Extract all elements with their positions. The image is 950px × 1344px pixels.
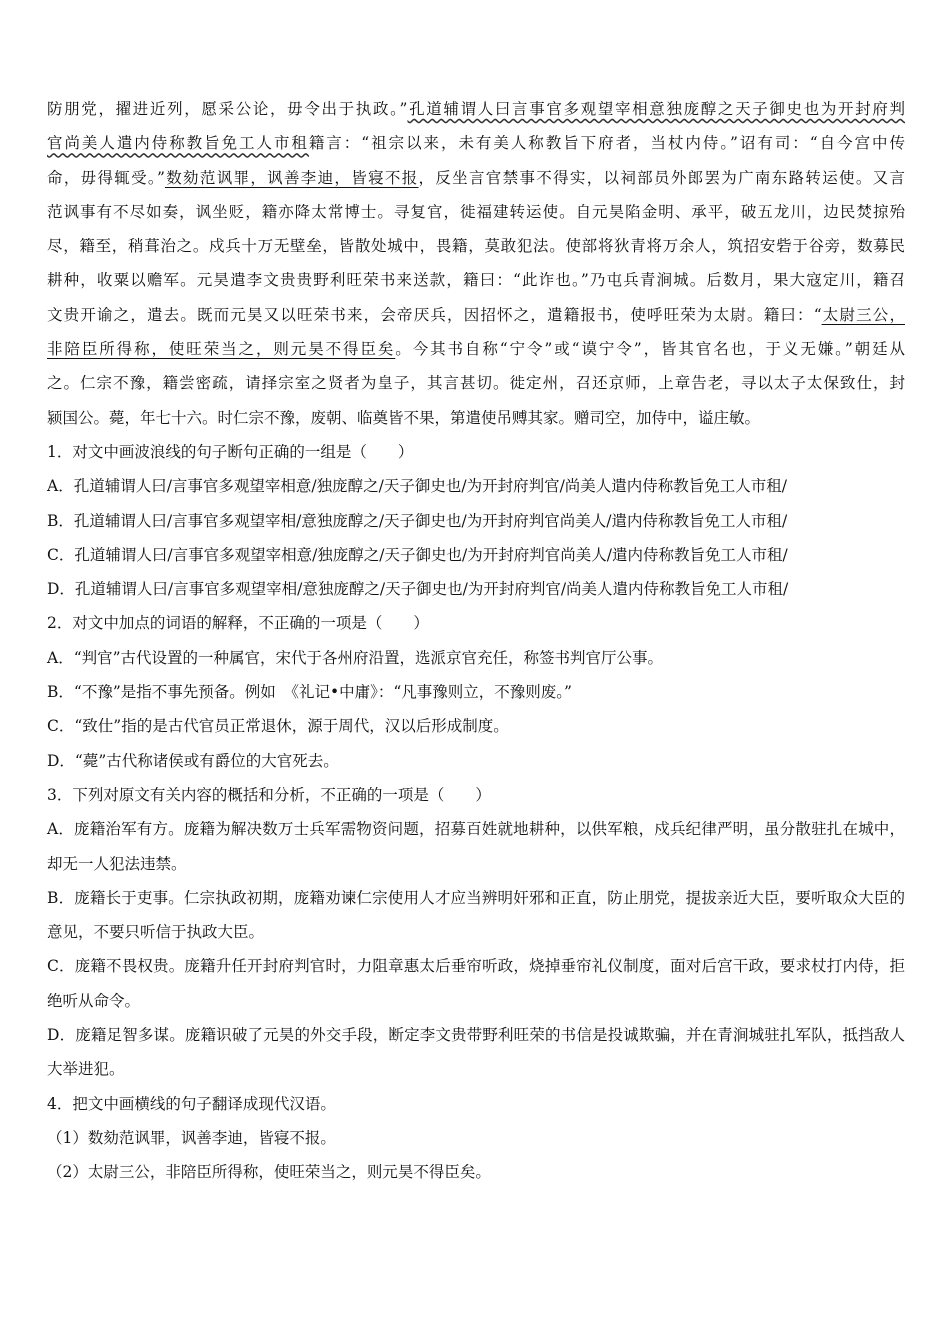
passage [47,92,905,435]
option-d: D．孔道辅谓人曰/言事官多观望宰相/意独庞醇之/天子御史也/为开封府判官/尚美人遣内侍称教旨免工人市租/ [47,580,789,599]
passage-line: 命，毋得辄受。”数劾范讽罪，讽善李迪，皆寝不报，反坐言官禁事不得实，以祠部员外郎罢为广南东路转运使。又言 [47,168,905,187]
underlined-text: 数劾范讽罪，讽善李迪，皆寝不报 [164,168,419,187]
passage-line: 文贵开谕之，遣去。既而元昊又以旺荣书来，会帝厌兵，因招怀之，遣籍报书，使呼旺荣为太尉。籍曰：“太尉三公， [47,305,905,324]
option-b: B．“不豫”是指不事先预备。例如 《礼记•中庸》：“凡事豫则立，不豫则废。” [47,683,572,702]
question-4 [47,1087,905,1190]
passage-line: 非陪臣所得称，使旺荣当之，则元昊不得臣矣。今其书自称“宁令”或“谟宁令”，皆其官名也，于义无嫌。”朝廷从 [47,340,905,359]
passage-line: 尽，籍至，稍葺治之。戍兵十万无壁垒，皆散处城中，畏籍，莫敢犯法。使部将狄青将万余人，筑招安砦于谷旁，数募民 [47,237,905,256]
question-1 [47,435,905,606]
wavy-underlined-text: 孔道辅谓人曰言事官多观望宰相意独庞醇之天子御史也为开封府判 [407,100,905,118]
option-a: A．“判官”古代设置的一种属官，宋代于各州府沿置，选派京官充任，称签书判官厅公事。 [47,648,664,667]
question-stem: 2．对文中加点的词语的解释，不正确的一项是（ ） [47,614,429,633]
option-d: D．庞籍足智多谋。庞籍识破了元昊的外交手段，断定李文贵带野利旺荣的书信是投诚欺骗，并在青涧城驻扎军队，抵挡敌人大举进犯。 [47,1026,905,1079]
question-stem: 1．对文中画波浪线的句子断句正确的一组是（ ） [47,442,414,461]
passage-line: 官尚美人遣内侍称教旨免工人市租籍言：“祖宗以来，未有美人称教旨下府者，当杖内侍。”诏有司：“自今宫中传 [47,134,905,153]
underlined-text: 非陪臣所得称，使旺荣当之，则元昊不得臣矣 [47,340,396,359]
passage-line: 颍国公。薨，年七十六。时仁宗不豫，废朝、临奠皆不果，第遣使吊赙其家。赠司空，加侍中，谥庄敏。 [47,408,761,427]
option-d: D．“薨”古代称诸侯或有爵位的大官死去。 [47,751,339,770]
document-page [47,92,905,1190]
option-c: C．“致仕”指的是古代官员正常退休，源于周代，汉以后形成制度。 [47,717,509,736]
passage-line: 范讽事有不尽如奏，讽坐贬，籍亦降太常博士。寻复官，徙福建转运使。自元昊陷金明、承平，破五龙川，边民焚掠殆 [47,202,905,221]
question-stem: 4．把文中画横线的句子翻译成现代汉语。 [47,1094,336,1113]
option-c: C．孔道辅谓人曰/言事官多观望宰相意/独庞醇之/天子御史也/为开封府判官尚美人/遣内侍称教旨免工人市租/ [47,545,788,564]
option-b: B．庞籍长于吏事。仁宗执政初期，庞籍劝谏仁宗使用人才应当辨明奸邪和正直，防止朋党，提拔亲近大臣，要听取众大臣的意见，不要只听信于执政大臣。 [47,888,905,942]
sub-question-1: （1）数劾范讽罪，讽善李迪，皆寝不报。 [47,1128,336,1147]
option-b: B．孔道辅谓人曰/言事官多观望宰相/意独庞醇之/天子御史也/为开封府判官尚美人/遣内侍称教旨免工人市租/ [47,511,788,530]
wavy-underlined-text: 官尚美人遣内侍称教旨免工人市租 [47,134,309,153]
question-3 [47,778,905,1087]
sub-question-2: （2）太尉三公，非陪臣所得称，使旺荣当之，则元昊不得臣矣。 [47,1163,491,1182]
option-a: A．孔道辅谓人曰/言事官多观望宰相意/独庞醇之/天子御史也/为开封府判官/尚美人遣内侍称教旨免工人市租/ [47,477,788,496]
option-a: A．庞籍治军有方。庞籍为解决数万士兵军需物资问题，招募百姓就地耕种，以供军粮，戍兵纪律严明，虽分散驻扎在城中，却无一人犯法违禁。 [47,820,905,873]
passage-line: 之。仁宗不豫，籍尝密疏，请择宗室之贤者为皇子，其言甚切。徙定州，召还京师，上章告老，寻以太子太保致仕，封 [47,374,905,393]
passage-line: 耕种，收粟以赡军。元昊遣李文贵贵野利旺荣书来送款，籍曰：“此诈也。”乃屯兵青涧城。后数月，果大寇定川，籍召 [47,271,905,290]
option-c: C．庞籍不畏权贵。庞籍升任开封府判官时，力阻章惠太后垂帘听政，烧掉垂帘礼仪制度，面对后宫干政，要求杖打内侍，拒绝听从命令。 [47,957,905,1010]
passage-line: 防朋党，擢进近列，愿采公论，毋令出于执政。”孔道辅谓人曰言事官多观望宰相意独庞醇之天子御史也为开封府判 [47,100,905,118]
underlined-text: 太尉三公， [821,305,905,324]
question-stem: 3．下列对原文有关内容的概括和分析，不正确的一项是（ ） [47,785,491,804]
question-2 [47,606,905,777]
